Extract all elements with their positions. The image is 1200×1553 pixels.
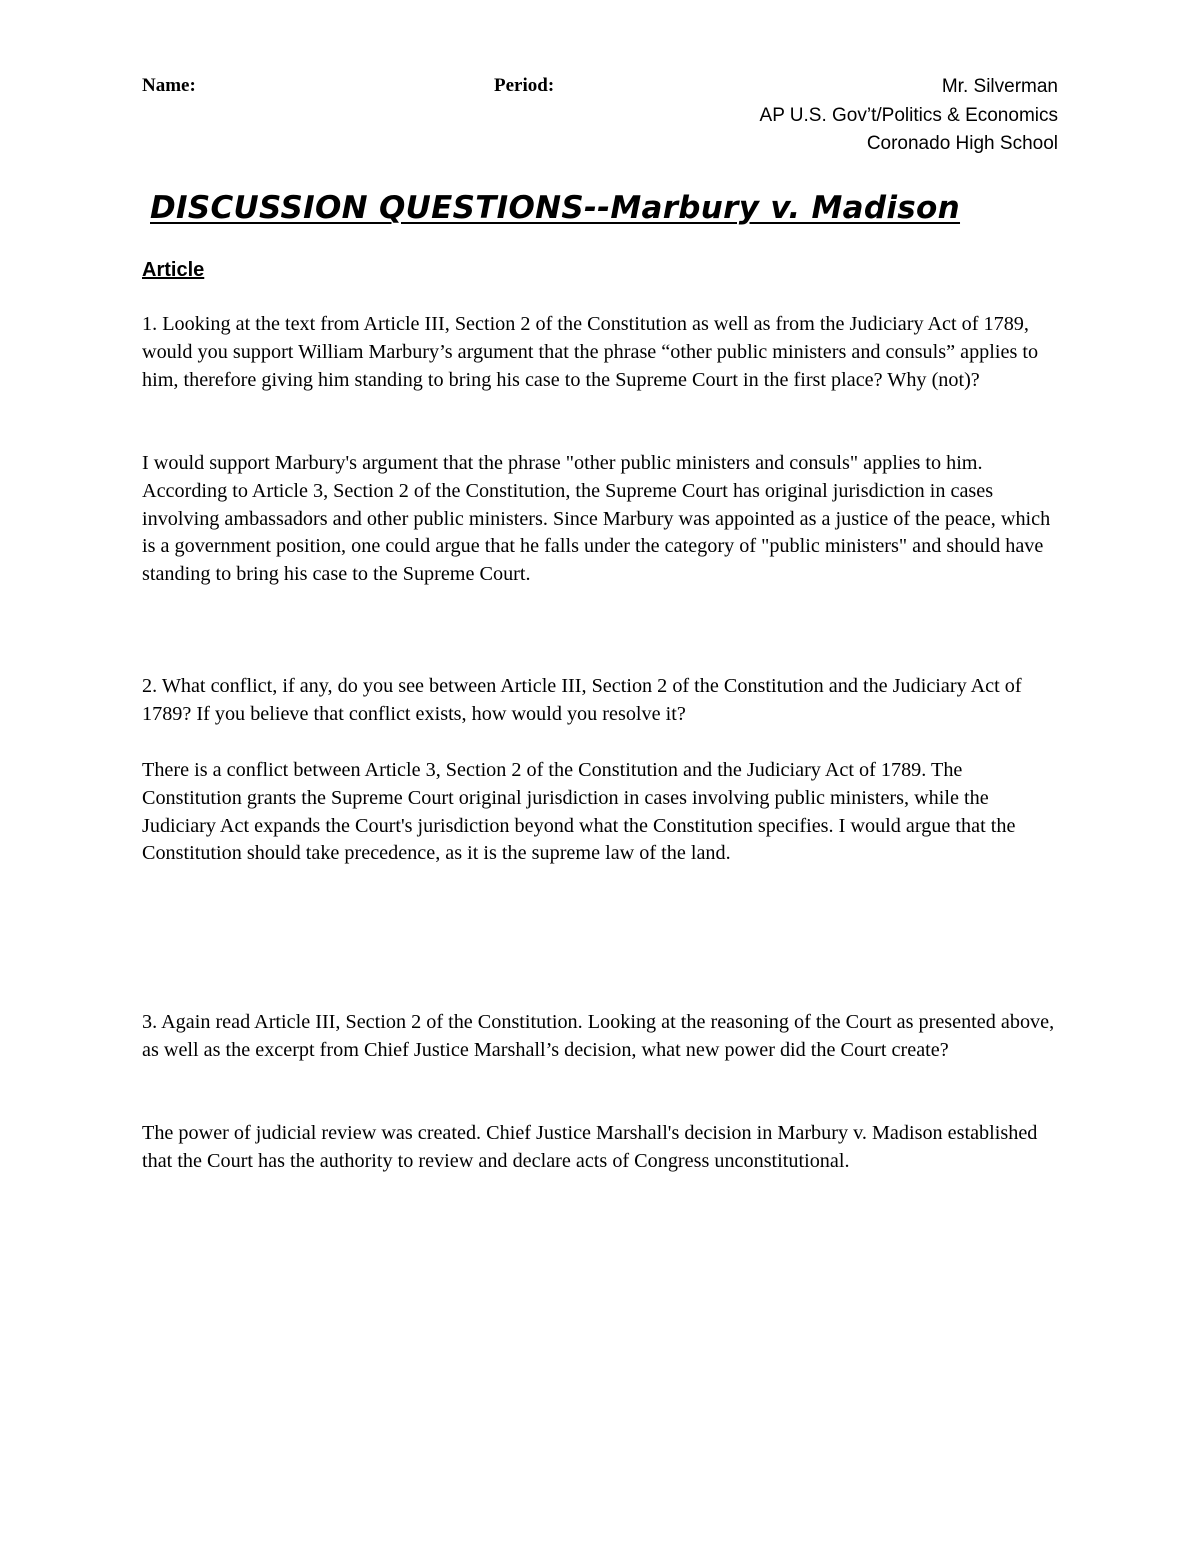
question-1: 1. Looking at the text from Article III, Section 2 of the Constitution as well as from the Judiciary Act of 1789, would you support William Marbury’s argument that the phrase “other public ministers and consuls” applies to him, therefore giving him standing to bring his case to the Supreme Court in the first place? Why (not)? — [142, 313, 1039, 391]
answer-1: I would support Marbury's argument that the phrase "other public ministers and consuls" applies to him. According to Article 3, Section 2 of the Constitution, the Supreme Court has original jurisdiction in cases involving ambassadors and other public ministers. Since Marbury was appointed as a justice of the peace, which is a government position, one could argue that he falls under the category of "public ministers" and should have standing to bring his case to the Supreme Court. — [142, 452, 1051, 586]
name-label: Name: — [142, 75, 196, 96]
answer-3: The power of judicial review was created. Chief Justice Marshall's decision in Marbury v. Madison established that the Court has the authority to review and declare acts of Congress unconstitutional. — [142, 1122, 1038, 1172]
question-3: 3. Again read Article III, Section 2 of the Constitution. Looking at the reasoning of the Court as presented above, as well as the excerpt from Chief Justice Marshall’s decision, what new power did the Court create? — [142, 1011, 1055, 1061]
course-name: AP U.S. Gov’t/Politics & Economics — [759, 104, 1058, 126]
page-title: DISCUSSION QUESTIONS--Marbury v. Madison — [150, 190, 961, 226]
answer-2: There is a conflict between Article 3, Section 2 of the Constitution and the Judiciary Act of 1789. The Constitution grants the Supreme Court original jurisdiction in cases involving public ministers, while the Judiciary Act expands the Court's jurisdiction beyond what the Constitution specifies. I would argue that the Constitution should take precedence, as it is the supreme law of the land. — [142, 759, 1016, 865]
school-name: Coronado High School — [866, 133, 1058, 154]
period-label: Period: — [494, 75, 555, 96]
teacher-name: Mr. Silverman — [941, 76, 1058, 97]
teacher-info — [760, 73, 1058, 159]
section-heading: Article — [142, 259, 205, 281]
question-2: 2. What conflict, if any, do you see between Article III, Section 2 of the Constitution and the Judiciary Act of 1789? If you believe that conflict exists, how would you resolve it? — [142, 675, 1022, 725]
